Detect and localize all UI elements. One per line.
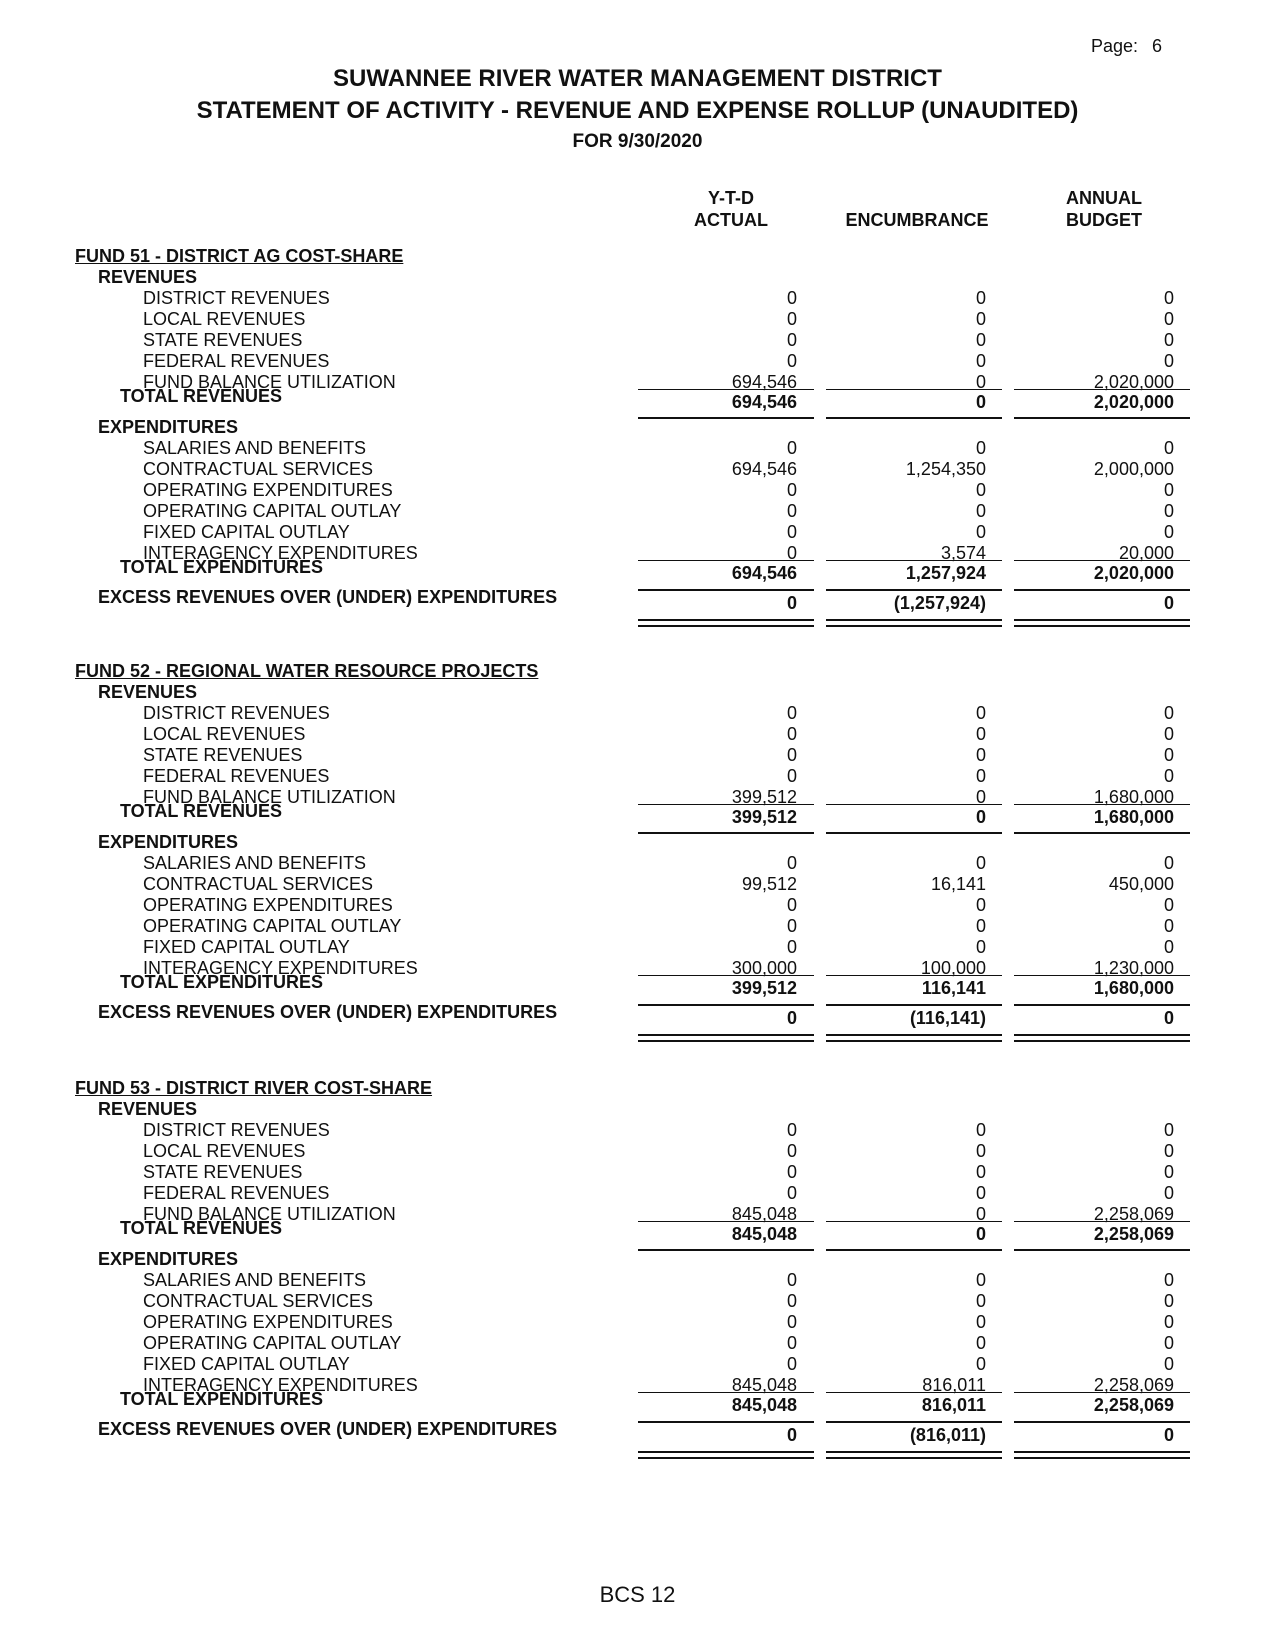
annual-budget-value: 450,000 [1108,874,1174,894]
underline-rule [826,804,1002,805]
annual-budget-value: 0 [1163,593,1174,613]
line-item-row [0,1333,1275,1354]
ytd-actual-value: 0 [786,1333,797,1353]
ytd-actual-value: 845,048 [731,1224,797,1244]
column-header-encumbrance: ENCUMBRANCE [845,210,989,230]
encumbrance-value: 0 [975,745,986,765]
line-item-row [0,459,1275,480]
annual-budget-value: 0 [1163,522,1174,542]
ytd-actual-value: 845,048 [731,1375,797,1395]
line-item-label: OPERATING CAPITAL OUTLAY [143,916,402,936]
ytd-actual-value: 0 [786,1162,797,1182]
underline-rule [638,1004,814,1006]
underline-rule [826,1421,1002,1423]
total-expenditures-row [0,978,1275,1000]
annual-budget-value: 0 [1163,916,1174,936]
encumbrance-value: (816,011) [909,1425,986,1445]
line-item-label: OPERATING CAPITAL OUTLAY [143,1333,402,1353]
page-value: 6 [1151,36,1162,56]
excess-revenues-label: EXCESS REVENUES OVER (UNDER) EXPENDITURES [98,587,558,607]
encumbrance-value: 0 [975,1312,986,1332]
ytd-actual-value: 0 [786,853,797,873]
annual-budget-value: 0 [1163,351,1174,371]
encumbrance-value: 0 [975,1291,986,1311]
annual-budget-value: 20,000 [1118,543,1174,563]
line-item-row [0,724,1275,745]
line-item-row [0,1120,1275,1141]
line-item-label: INTERAGENCY EXPENDITURES [143,1375,418,1395]
line-item-row [0,480,1275,501]
underline-rule [1014,832,1190,834]
double-underline-rule [1014,1034,1190,1042]
ytd-actual-value: 399,512 [731,787,797,807]
column-header-ytd-actual: Y-T-D ACTUAL [694,188,768,230]
excess-revenues-row [0,593,1275,615]
expenditures-heading: EXPENDITURES [98,417,239,437]
underline-rule [826,1249,1002,1251]
ytd-actual-value: 694,546 [731,392,797,412]
underline-rule [638,1249,814,1251]
total-revenues-label: TOTAL REVENUES [120,386,283,406]
line-item-label: INTERAGENCY EXPENDITURES [143,543,418,563]
ytd-actual-value: 0 [786,543,797,563]
ytd-actual-value: 399,512 [731,807,797,827]
line-item-row [0,1291,1275,1312]
ytd-actual-value: 0 [786,330,797,350]
line-item-label: OPERATING EXPENDITURES [143,895,393,915]
underline-rule [1014,804,1190,805]
ytd-actual-value: 0 [786,438,797,458]
underline-rule [826,417,1002,419]
excess-revenues-label: EXCESS REVENUES OVER (UNDER) EXPENDITURES [98,1002,558,1022]
line-item-row [0,309,1275,330]
encumbrance-value: 0 [975,853,986,873]
encumbrance-value: 1,257,924 [905,563,986,583]
encumbrance-value: 116,141 [921,978,986,998]
encumbrance-value: 0 [975,1204,986,1224]
total-revenues-row [0,807,1275,829]
underline-rule [826,1004,1002,1006]
ytd-actual-value: 845,048 [731,1204,797,1224]
annual-budget-value: 0 [1163,438,1174,458]
revenues-heading: REVENUES [98,267,198,287]
encumbrance-value: 0 [975,330,986,350]
annual-budget-value: 0 [1163,1425,1174,1445]
encumbrance-value: 0 [975,937,986,957]
ytd-actual-value: 0 [786,309,797,329]
line-item-label: FUND BALANCE UTILIZATION [143,372,396,392]
encumbrance-value: 0 [975,895,986,915]
underline-rule [1014,975,1190,976]
page-number [1091,36,1162,57]
annual-budget-value: 2,020,000 [1093,563,1174,583]
annual-budget-value: 0 [1163,724,1174,744]
line-item-row [0,703,1275,724]
line-item-label: DISTRICT REVENUES [143,288,330,308]
double-underline-rule [1014,1451,1190,1459]
ytd-actual-value: 0 [786,1120,797,1140]
ytd-actual-value: 0 [786,916,797,936]
underline-rule [826,560,1002,561]
ytd-actual-value: 300,000 [731,958,797,978]
total-revenues-row [0,1224,1275,1246]
annual-budget-value: 0 [1163,330,1174,350]
line-item-row [0,1270,1275,1291]
annual-budget-value: 0 [1163,1162,1174,1182]
encumbrance-value: 0 [975,1354,986,1374]
ytd-actual-value: 0 [786,522,797,542]
line-item-label: DISTRICT REVENUES [143,703,330,723]
ytd-actual-value: 0 [786,1183,797,1203]
underline-rule [1014,1421,1190,1423]
line-item-row [0,438,1275,459]
underline-rule [638,389,814,390]
total-expenditures-label: TOTAL EXPENDITURES [120,972,324,992]
line-item-label: CONTRACTUAL SERVICES [143,459,374,479]
annual-budget-value: 2,258,069 [1093,1395,1174,1415]
annual-budget-value: 1,680,000 [1093,807,1174,827]
line-item-label: FUND BALANCE UTILIZATION [143,787,396,807]
line-item-label: LOCAL REVENUES [143,1141,306,1161]
underline-rule [1014,417,1190,419]
ytd-actual-value: 0 [786,724,797,744]
annual-budget-value: 2,258,069 [1093,1375,1174,1395]
underline-rule [826,1221,1002,1222]
annual-budget-value: 0 [1163,937,1174,957]
line-item-row [0,330,1275,351]
annual-budget-value: 0 [1163,1008,1174,1028]
underline-rule [638,589,814,591]
encumbrance-value: 0 [975,787,986,807]
fund-section [0,1078,1275,1488]
ytd-actual-value: 0 [786,1425,797,1445]
encumbrance-value: 0 [975,1120,986,1140]
underline-rule [638,1221,814,1222]
ytd-actual-value: 694,546 [731,459,797,479]
fund-section [0,246,1275,656]
annual-budget-value: 1,680,000 [1093,787,1174,807]
encumbrance-value: 0 [975,766,986,786]
encumbrance-value: 0 [975,1270,986,1290]
page-label: Page: [1090,36,1138,56]
revenues-heading: REVENUES [98,682,198,702]
annual-budget-value: 0 [1163,1183,1174,1203]
encumbrance-value: 0 [975,1141,986,1161]
line-item-row [0,916,1275,937]
ytd-actual-value: 399,512 [731,978,797,998]
line-item-label: OPERATING EXPENDITURES [143,1312,393,1332]
ytd-actual-value: 0 [786,593,797,613]
ytd-actual-value: 0 [786,937,797,957]
fund-title: FUND 53 - DISTRICT RIVER COST-SHARE [75,1078,433,1098]
line-item-label: CONTRACTUAL SERVICES [143,874,374,894]
encumbrance-value: (116,141) [909,1008,986,1028]
underline-rule [1014,589,1190,591]
ytd-actual-value: 0 [786,1354,797,1374]
encumbrance-value: 0 [975,480,986,500]
underline-rule [1014,389,1190,390]
encumbrance-value: 0 [975,501,986,521]
revenues-heading: REVENUES [98,1099,198,1119]
encumbrance-value: 0 [975,916,986,936]
double-underline-rule [826,1034,1002,1042]
underline-rule [1014,560,1190,561]
double-underline-rule [826,1451,1002,1459]
encumbrance-value: 0 [975,807,986,827]
ytd-actual-value: 0 [786,1312,797,1332]
fund-title: FUND 51 - DISTRICT AG COST-SHARE [75,246,404,266]
line-item-row [0,1162,1275,1183]
line-item-label: FEDERAL REVENUES [143,766,330,786]
ytd-actual-value: 694,546 [731,372,797,392]
annual-budget-value: 2,020,000 [1093,372,1174,392]
underline-rule [826,832,1002,834]
total-expenditures-label: TOTAL EXPENDITURES [120,557,324,577]
double-underline-rule [638,1034,814,1042]
encumbrance-value: 0 [975,288,986,308]
total-revenues-label: TOTAL REVENUES [120,1218,283,1238]
annual-budget-value: 1,230,000 [1093,958,1174,978]
excess-revenues-row [0,1425,1275,1447]
line-item-row [0,895,1275,916]
encumbrance-value: 816,011 [922,1375,986,1395]
underline-rule [638,804,814,805]
line-item-label: INTERAGENCY EXPENDITURES [143,958,418,978]
line-item-label: OPERATING CAPITAL OUTLAY [143,501,402,521]
line-item-row [0,1141,1275,1162]
ytd-actual-value: 0 [786,703,797,723]
annual-budget-value: 0 [1163,1354,1174,1374]
line-item-label: LOCAL REVENUES [143,724,306,744]
page-footer: BCS 12 [599,1582,676,1607]
encumbrance-value: 3,574 [940,543,986,563]
annual-budget-value: 0 [1163,1120,1174,1140]
encumbrance-value: 0 [975,522,986,542]
line-item-label: STATE REVENUES [143,1162,303,1182]
line-item-row [0,853,1275,874]
report-title: STATEMENT OF ACTIVITY - REVENUE AND EXPENSE ROLLUP (UNAUDITED) [196,97,1079,124]
line-item-row [0,351,1275,372]
annual-budget-value: 0 [1163,703,1174,723]
ytd-actual-value: 0 [786,766,797,786]
underline-rule [638,560,814,561]
encumbrance-value: 0 [975,724,986,744]
double-underline-rule [826,619,1002,627]
line-item-label: DISTRICT REVENUES [143,1120,330,1140]
report-org-title: SUWANNEE RIVER WATER MANAGEMENT DISTRICT [333,65,942,92]
underline-rule [638,975,814,976]
underline-rule [1014,1221,1190,1222]
line-item-label: FIXED CAPITAL OUTLAY [143,522,350,542]
encumbrance-value: 0 [975,1183,986,1203]
double-underline-rule [638,1451,814,1459]
annual-budget-value: 0 [1163,288,1174,308]
annual-budget-value: 0 [1163,480,1174,500]
underline-rule [826,589,1002,591]
fund-title: FUND 52 - REGIONAL WATER RESOURCE PROJECTS [75,661,539,681]
underline-rule [638,1421,814,1423]
underline-rule [638,1392,814,1393]
total-expenditures-label: TOTAL EXPENDITURES [120,1389,324,1409]
encumbrance-value: 0 [975,438,986,458]
annual-budget-value: 0 [1163,853,1174,873]
annual-budget-value: 0 [1163,1333,1174,1353]
line-item-row [0,288,1275,309]
ytd-actual-value: 0 [786,1270,797,1290]
annual-budget-value: 0 [1163,1291,1174,1311]
line-item-label: LOCAL REVENUES [143,309,306,329]
line-item-row [0,745,1275,766]
line-item-row [0,522,1275,543]
line-item-label: FUND BALANCE UTILIZATION [143,1204,396,1224]
line-item-label: SALARIES AND BENEFITS [143,438,367,458]
line-item-row [0,766,1275,787]
annual-budget-value: 1,680,000 [1093,978,1174,998]
line-item-row [0,874,1275,895]
encumbrance-value: 0 [975,703,986,723]
report-period: FOR 9/30/2020 [572,131,703,152]
line-item-row [0,501,1275,522]
ytd-actual-value: 0 [786,1008,797,1028]
annual-budget-value: 0 [1163,309,1174,329]
encumbrance-value: 0 [975,351,986,371]
total-expenditures-row [0,563,1275,585]
double-underline-rule [1014,619,1190,627]
ytd-actual-value: 694,546 [731,563,797,583]
line-item-label: STATE REVENUES [143,330,303,350]
ytd-actual-value: 0 [786,745,797,765]
encumbrance-value: 816,011 [921,1395,986,1415]
line-item-row [0,1354,1275,1375]
ytd-actual-value: 0 [786,895,797,915]
ytd-actual-value: 0 [786,1291,797,1311]
line-item-label: FEDERAL REVENUES [143,1183,330,1203]
ytd-actual-value: 0 [786,480,797,500]
ytd-actual-value: 0 [786,351,797,371]
encumbrance-value: 0 [975,372,986,392]
column-header-annual-budget: ANNUAL BUDGET [1066,188,1142,230]
line-item-label: OPERATING EXPENDITURES [143,480,393,500]
double-underline-rule [638,619,814,627]
excess-revenues-row [0,1008,1275,1030]
line-item-label: FIXED CAPITAL OUTLAY [143,937,350,957]
fund-section [0,661,1275,1071]
underline-rule [638,832,814,834]
line-item-label: SALARIES AND BENEFITS [143,853,367,873]
expenditures-heading: EXPENDITURES [98,1249,239,1269]
annual-budget-value: 2,258,069 [1093,1204,1174,1224]
annual-budget-value: 0 [1163,766,1174,786]
encumbrance-value: 0 [975,1333,986,1353]
ytd-actual-value: 0 [786,501,797,521]
line-item-row [0,1183,1275,1204]
line-item-row [0,937,1275,958]
annual-budget-value: 0 [1163,745,1174,765]
ytd-actual-value: 0 [786,288,797,308]
underline-rule [1014,1392,1190,1393]
total-revenues-label: TOTAL REVENUES [120,801,283,821]
line-item-label: CONTRACTUAL SERVICES [143,1291,374,1311]
line-item-row [0,1312,1275,1333]
encumbrance-value: 1,254,350 [905,459,986,479]
ytd-actual-value: 0 [786,1141,797,1161]
underline-rule [1014,1249,1190,1251]
annual-budget-value: 0 [1163,501,1174,521]
total-expenditures-row [0,1395,1275,1417]
ytd-actual-value: 99,512 [741,874,797,894]
annual-budget-value: 2,258,069 [1093,1224,1174,1244]
annual-budget-value: 2,000,000 [1093,459,1174,479]
underline-rule [826,1392,1002,1393]
annual-budget-value: 2,020,000 [1093,392,1174,412]
line-item-label: SALARIES AND BENEFITS [143,1270,367,1290]
underline-rule [638,417,814,419]
line-item-label: STATE REVENUES [143,745,303,765]
encumbrance-value: 0 [975,392,986,412]
expenditures-heading: EXPENDITURES [98,832,239,852]
excess-revenues-label: EXCESS REVENUES OVER (UNDER) EXPENDITURES [98,1419,558,1439]
encumbrance-value: 0 [975,1162,986,1182]
encumbrance-value: (1,257,924) [893,593,986,613]
underline-rule [826,975,1002,976]
annual-budget-value: 0 [1163,895,1174,915]
annual-budget-value: 0 [1163,1141,1174,1161]
encumbrance-value: 16,141 [930,874,986,894]
line-item-label: FEDERAL REVENUES [143,351,330,371]
encumbrance-value: 0 [975,309,986,329]
annual-budget-value: 0 [1163,1312,1174,1332]
total-revenues-row [0,392,1275,414]
encumbrance-value: 0 [975,1224,986,1244]
underline-rule [1014,1004,1190,1006]
ytd-actual-value: 845,048 [731,1395,797,1415]
annual-budget-value: 0 [1163,1270,1174,1290]
line-item-label: FIXED CAPITAL OUTLAY [143,1354,350,1374]
encumbrance-value: 100,000 [920,958,986,978]
underline-rule [826,389,1002,390]
